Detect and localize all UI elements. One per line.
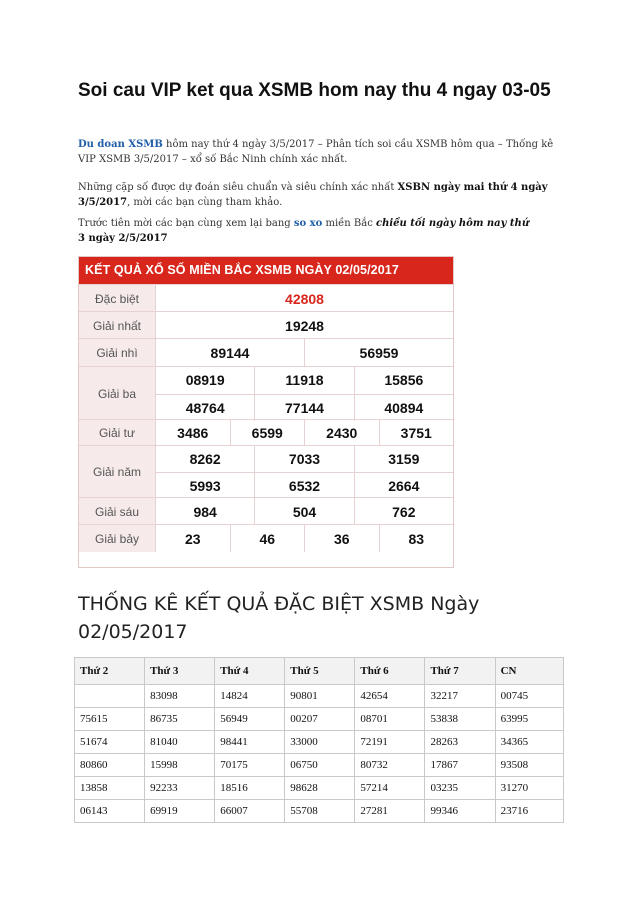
table-cell: 03235 [425, 777, 495, 800]
table-cell: 55708 [285, 800, 355, 823]
table-cell: 69919 [145, 800, 215, 823]
table-cell: 70175 [215, 754, 285, 777]
prize-number: 3159 [388, 451, 420, 467]
prize-number: 15856 [384, 372, 424, 389]
prize-label: Giải bảy [79, 525, 156, 552]
intro-p2-text-a: Những cặp số được dự đoán siêu chuẩn và siêu chính xác nhất [78, 182, 398, 193]
table-cell: 32217 [425, 685, 495, 708]
page-title: Soi cau VIP ket qua XSMB hom nay thu 4 ngay 03-05 [78, 80, 551, 101]
intro-p2-bold: XSBN ngày mai thứ 4 ngày 3/5/2017 [78, 182, 548, 208]
board-row [79, 338, 453, 367]
prize-values [156, 498, 453, 525]
prize-number: 46 [231, 525, 306, 552]
table-cell: 42654 [355, 685, 425, 708]
table-cell: 86735 [145, 708, 215, 731]
prize-values [156, 312, 453, 339]
prize-number: 5993 [156, 473, 255, 499]
table-cell: 15998 [145, 754, 215, 777]
stats-heading: THỐNG KÊ KẾT QUẢ ĐẶC BIỆT XSMB Ngày 02/05/2017 [78, 593, 480, 643]
prize-number: 3486 [156, 420, 231, 446]
prize-number: 6599 [231, 420, 306, 446]
table-cell: 18516 [215, 777, 285, 800]
intro-p3-bolditalic: chiều tối ngày hôm nay thứ [376, 218, 530, 229]
stats-column-header: Thứ 3 [145, 658, 215, 685]
board-row [79, 445, 453, 498]
du-doan-xsmb-link[interactable]: Du doan XSMB [78, 139, 163, 150]
table-cell: 53838 [425, 708, 495, 731]
board-row [79, 419, 453, 446]
board-row [79, 366, 453, 420]
prize-number: 48764 [156, 395, 255, 422]
table-cell: 72191 [355, 731, 425, 754]
table-cell: 06143 [75, 800, 145, 823]
table-cell: 17867 [425, 754, 495, 777]
intro-p3-bold: 3 ngày 2/5/2017 [78, 233, 168, 244]
table-cell: 06750 [285, 754, 355, 777]
prize-label: Giải tư [79, 420, 156, 446]
table-cell: 00207 [285, 708, 355, 731]
prize-number: 40894 [384, 399, 424, 416]
result-board [78, 256, 454, 568]
table-cell: 57214 [355, 777, 425, 800]
table-cell: 80860 [75, 754, 145, 777]
prize-number: 77144 [255, 395, 354, 422]
prize-line [156, 312, 453, 339]
prize-line [156, 285, 453, 312]
prize-values [156, 446, 453, 498]
table-cell: 28263 [425, 731, 495, 754]
prize-line [156, 420, 453, 446]
stats-header-row [75, 658, 564, 685]
table-cell: 34365 [495, 731, 563, 754]
board-row [79, 311, 453, 339]
prize-values [156, 420, 453, 446]
table-row [75, 777, 564, 800]
prize-line [156, 525, 453, 552]
table-cell: 93508 [495, 754, 563, 777]
intro-paragraph-1 [78, 137, 558, 167]
intro-p3-text-a: Trước tiên mời các bạn cùng xem lại bang [78, 218, 294, 229]
board-row [79, 524, 453, 552]
table-cell: 33000 [285, 731, 355, 754]
table-cell: 14824 [215, 685, 285, 708]
prize-number: 2430 [305, 420, 380, 446]
special-prize-number: 42808 [285, 290, 324, 307]
prize-number: 8262 [156, 446, 255, 472]
table-cell: 63995 [495, 708, 563, 731]
stats-column-header: Thứ 5 [285, 658, 355, 685]
intro-p3-text-b: miền Bắc [322, 218, 377, 229]
prize-label: Giải nhất [79, 312, 156, 339]
intro-p2-text-b: , mời các bạn cùng tham khảo. [127, 197, 283, 208]
table-cell: 80732 [355, 754, 425, 777]
prize-line [156, 339, 453, 367]
prize-label: Giải năm [79, 446, 156, 498]
intro-p1-text: hôm nay thứ 4 ngày 3/5/2017 – Phân tích soi cầu XSMB hôm qua – Thống kê VIP XSMB 3/5/2017 – xổ số Bắc Ninh chính xác nhất. [78, 139, 554, 165]
prize-values [156, 339, 453, 367]
prize-number: 36 [305, 525, 380, 552]
prize-line [156, 394, 453, 422]
prize-number: 83 [408, 530, 425, 547]
stats-column-header: Thứ 6 [355, 658, 425, 685]
table-cell: 00745 [495, 685, 563, 708]
prize-values [156, 285, 453, 312]
table-cell: 13858 [75, 777, 145, 800]
table-cell: 98441 [215, 731, 285, 754]
table-row [75, 754, 564, 777]
prize-number: 23 [156, 525, 231, 552]
table-cell: 99346 [425, 800, 495, 823]
stats-column-header: Thứ 4 [215, 658, 285, 685]
table-cell: 31270 [495, 777, 563, 800]
table-cell: 92233 [145, 777, 215, 800]
table-cell: 75615 [75, 708, 145, 731]
stats-column-header: CN [495, 658, 563, 685]
prize-number: 7033 [255, 446, 354, 472]
table-cell: 83098 [145, 685, 215, 708]
so-xo-link[interactable]: so xo [293, 218, 323, 229]
prize-number: 3751 [400, 425, 432, 441]
stats-column-header: Thứ 2 [75, 658, 145, 685]
prize-label: Giải sáu [79, 498, 156, 525]
prize-line [156, 367, 453, 394]
stats-table [74, 657, 564, 823]
table-cell: 66007 [215, 800, 285, 823]
prize-line [156, 472, 453, 499]
table-cell: 51674 [75, 731, 145, 754]
prize-number: 762 [392, 503, 416, 520]
prize-number: 6532 [255, 473, 354, 499]
prize-number: 08919 [156, 367, 255, 394]
prize-values [156, 367, 453, 420]
table-row [75, 731, 564, 754]
table-row [75, 708, 564, 731]
table-cell: 81040 [145, 731, 215, 754]
table-cell [75, 685, 145, 708]
prize-number: 56959 [359, 345, 399, 361]
intro-paragraph-2 [78, 180, 558, 210]
stats-column-header: Thứ 7 [425, 658, 495, 685]
table-cell: 56949 [215, 708, 285, 731]
table-row [75, 800, 564, 823]
table-row [75, 685, 564, 708]
table-cell: 98628 [285, 777, 355, 800]
table-cell: 27281 [355, 800, 425, 823]
prize-label: Đặc biệt [79, 285, 156, 312]
table-cell: 23716 [495, 800, 563, 823]
prize-label: Giải ba [79, 367, 156, 420]
prize-label: Giải nhì [79, 339, 156, 367]
prize-number: 19248 [285, 317, 324, 334]
prize-line [156, 446, 453, 472]
table-cell: 90801 [285, 685, 355, 708]
table-cell: 08701 [355, 708, 425, 731]
prize-line [156, 498, 453, 525]
result-board-header: KẾT QUẢ XỔ SỐ MIỀN BẮC XSMB NGÀY 02/05/2017 [79, 257, 453, 284]
prize-values [156, 525, 453, 552]
board-row [79, 284, 453, 312]
prize-number: 984 [156, 498, 255, 525]
intro-paragraph-3 [78, 216, 558, 246]
prize-number: 504 [255, 498, 354, 525]
board-row [79, 497, 453, 525]
prize-number: 2664 [388, 478, 420, 494]
prize-number: 11918 [255, 367, 354, 394]
prize-number: 89144 [156, 339, 305, 367]
